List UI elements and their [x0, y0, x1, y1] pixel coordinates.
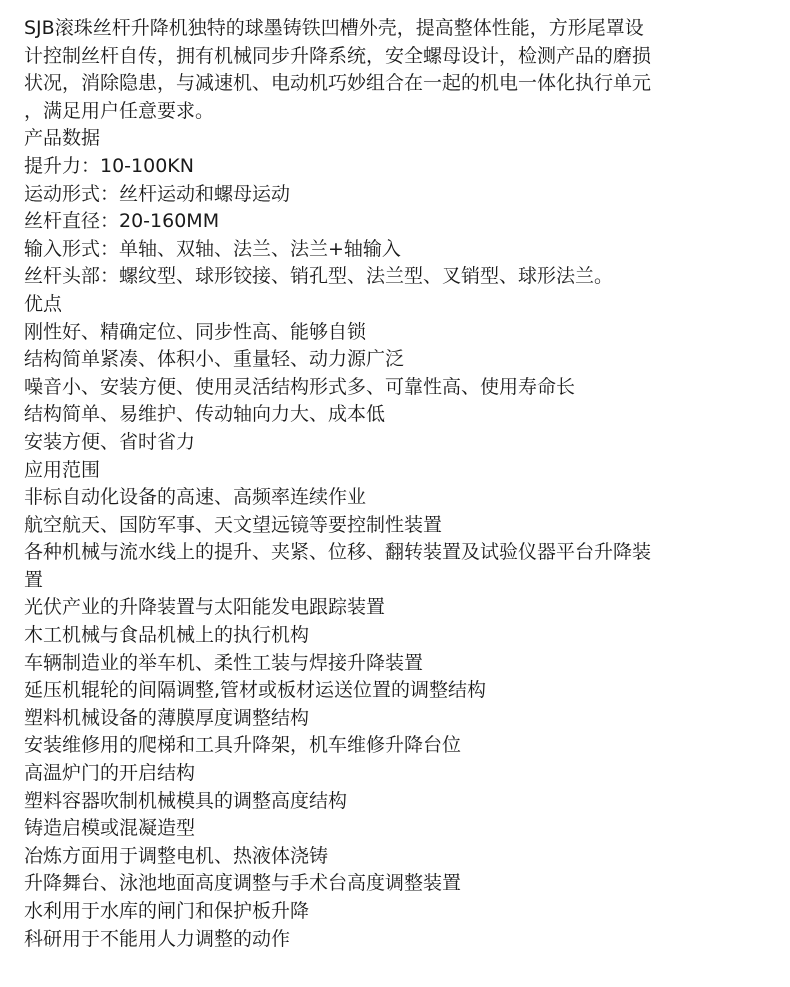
- application-item: 塑料容器吹制机械模具的调整高度结构: [24, 789, 348, 812]
- intro-line: 状况，消除隐患，与减速机、电动机巧妙组合在一起的机电一体化执行单元: [24, 72, 652, 95]
- application-item: 光伏产业的升降装置与太阳能发电跟踪装置: [24, 596, 386, 619]
- intro-line: ，满足用户任意要求。: [24, 99, 215, 122]
- application-item: 科研用于不能用人力调整的动作: [24, 927, 291, 950]
- product-data-item: 提升力：10-100KN: [24, 154, 194, 177]
- advantage-item: 刚性好、精确定位、同步性高、能够自锁: [24, 320, 367, 343]
- application-item: 航空航天、国防军事、天文望远镜等要控制性装置: [24, 513, 443, 536]
- application-item: 木工机械与食品机械上的执行机构: [24, 624, 310, 647]
- advantage-item: 结构简单紧凑、体积小、重量轻、动力源广泛: [24, 348, 405, 371]
- application-item: 非标自动化设备的高速、高频率连续作业: [24, 486, 367, 509]
- advantage-item: 结构简单、易维护、传动轴向力大、成本低: [24, 403, 386, 426]
- product-data-item: 输入形式：单轴、双轴、法兰、法兰+轴输入: [24, 237, 401, 260]
- application-item: 延压机辊轮的间隔调整,管材或板材运送位置的调整结构: [24, 679, 487, 702]
- product-data-item: 运动形式：丝杆运动和螺母运动: [24, 182, 291, 205]
- advantage-item: 安装方便、省时省力: [24, 430, 196, 453]
- application-item: 各种机械与流水线上的提升、夹紧、位移、翻转装置及试验仪器平台升降装: [24, 541, 652, 564]
- product-data-item: 丝杆直径：20-160MM: [24, 210, 220, 233]
- application-item: 升降舞台、泳池地面高度调整与手术台高度调整装置: [24, 872, 462, 895]
- applications-section: [24, 457, 770, 954]
- intro-paragraph: [24, 15, 770, 125]
- application-item: 塑料机械设备的薄膜厚度调整结构: [24, 706, 310, 729]
- application-item: 铸造启模或混凝造型: [24, 817, 196, 840]
- application-item: 安装维修用的爬梯和工具升降架，机车维修升降台位: [24, 734, 462, 757]
- application-item: 置: [24, 568, 44, 591]
- advantages-heading: 优点: [24, 292, 63, 315]
- advantages-section: [24, 291, 770, 457]
- product-data-section: [24, 125, 770, 291]
- application-item: 冶炼方面用于调整电机、热液体浇铸: [24, 844, 329, 867]
- product-data-item: 丝杆头部：螺纹型、球形铰接、销孔型、法兰型、叉销型、球形法兰。: [24, 265, 614, 288]
- application-item: 车辆制造业的举车机、柔性工装与焊接升降装置: [24, 651, 424, 674]
- intro-line: SJB滚珠丝杆升降机独特的球墨铸铁凹槽外壳，提高整体性能，方形尾罩设: [24, 17, 644, 39]
- advantage-item: 噪音小、安装方便、使用灵活结构形式多、可靠性高、使用寿命长: [24, 375, 576, 398]
- intro-line: 计控制丝杆自传，拥有机械同步升降系统，安全螺母设计，检测产品的磨损: [24, 44, 652, 67]
- application-item: 高温炉门的开启结构: [24, 762, 196, 785]
- applications-heading: 应用范围: [24, 458, 101, 481]
- product-data-heading: 产品数据: [24, 127, 101, 150]
- application-item: 水利用于水库的闸门和保护板升降: [24, 900, 310, 922]
